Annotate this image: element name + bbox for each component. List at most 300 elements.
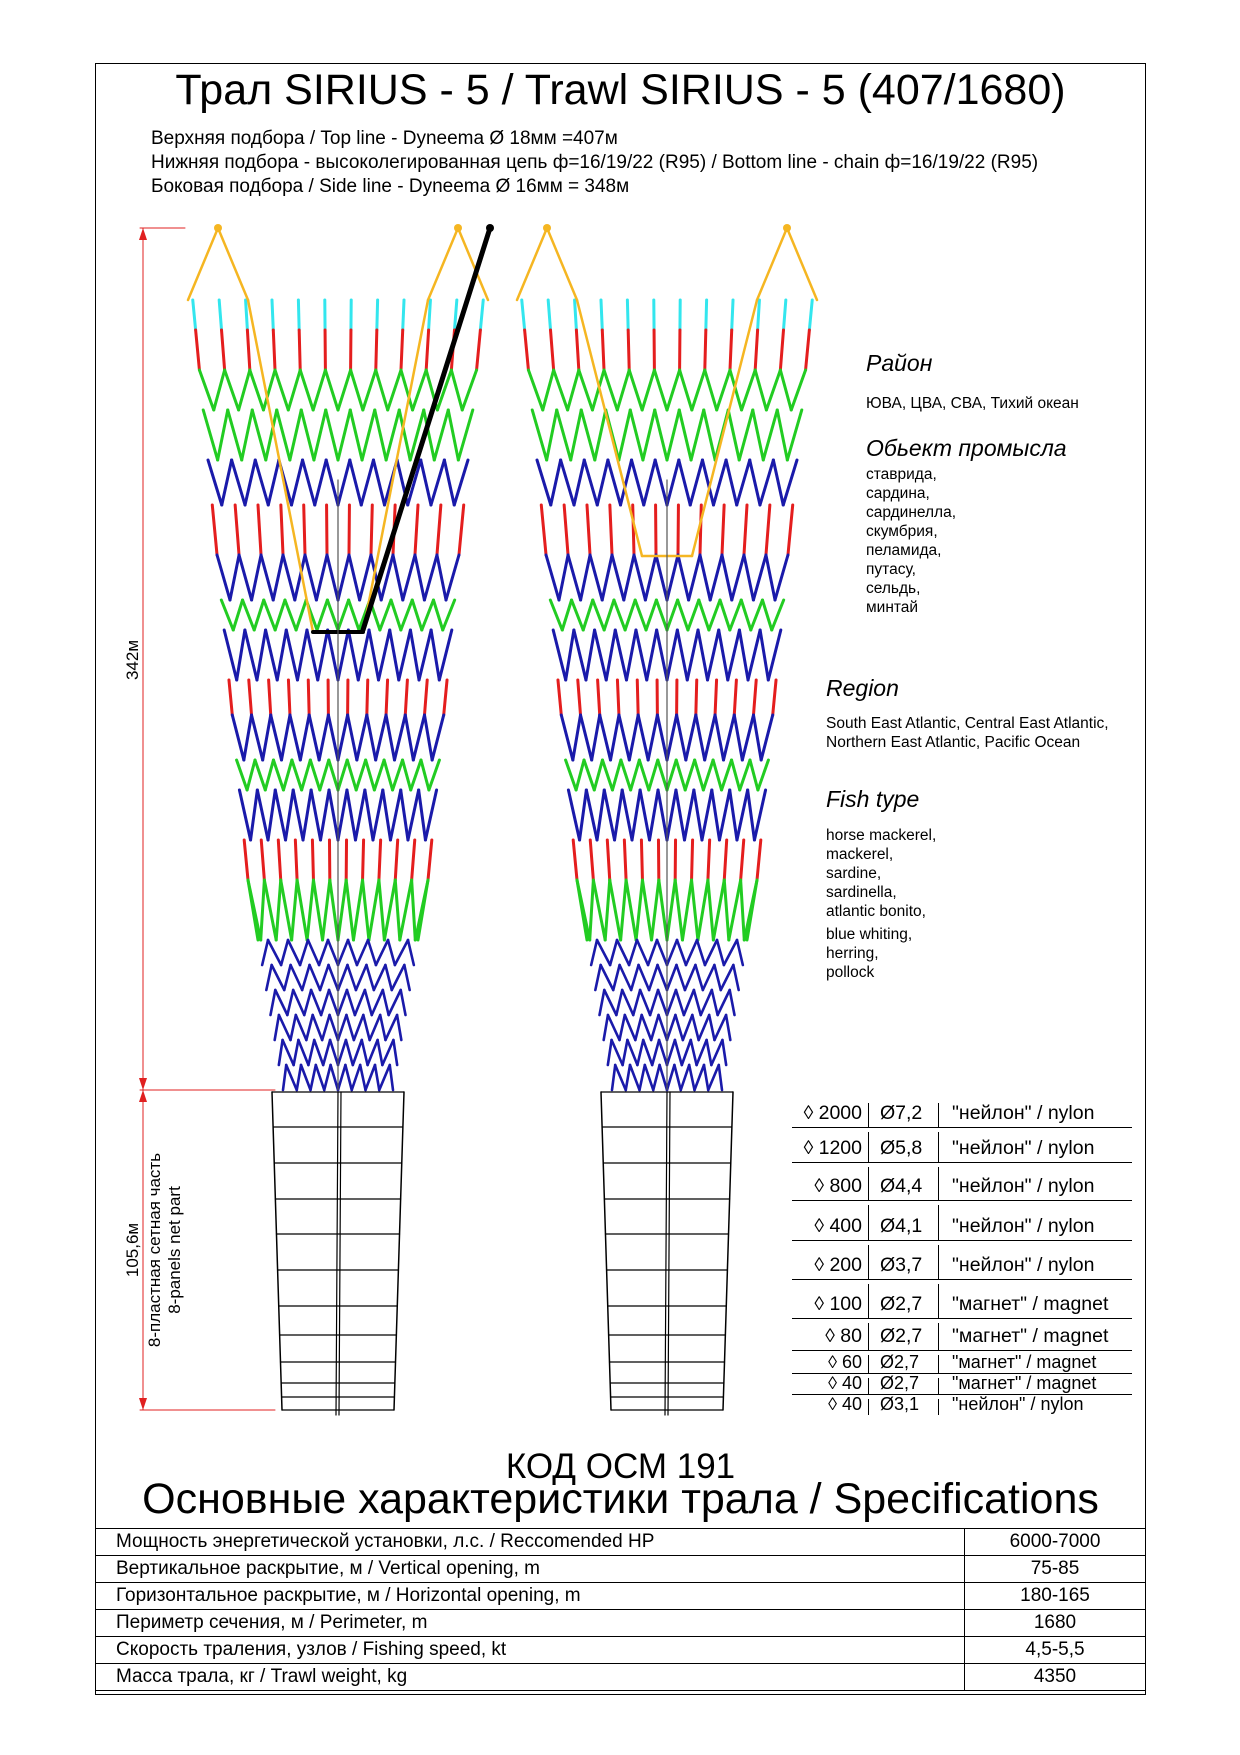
net-mesh-line: [615, 630, 626, 680]
net-mesh-line: [546, 555, 559, 600]
net-mesh-line: [687, 630, 698, 680]
legend-mesh: ◊ 40: [828, 1394, 862, 1414]
net-mesh-line: [380, 600, 391, 630]
net-mesh-line: [412, 600, 422, 630]
net-mesh-line: [590, 880, 594, 940]
net-bar: [587, 505, 590, 555]
net-mesh-line: [252, 410, 266, 460]
net-mesh-line: [748, 790, 755, 840]
net-mesh-line: [232, 715, 244, 760]
net-mesh-line: [292, 760, 302, 790]
net-mesh-line: [748, 630, 760, 680]
net-mesh-line: [593, 600, 604, 630]
net-mesh-line: [775, 555, 788, 600]
net-bar: [278, 840, 280, 880]
net-bar: [617, 680, 619, 715]
net-mesh-line: [302, 965, 309, 990]
net-mesh-line: [595, 410, 606, 460]
net-mesh-line: [397, 1015, 401, 1040]
net-mesh-line: [568, 790, 579, 840]
net-mesh-line: [276, 880, 281, 940]
net-mesh-line: [597, 940, 610, 965]
net-mesh-line: [658, 965, 667, 990]
net-mesh-line: [690, 460, 702, 505]
net-mesh-line: [689, 555, 700, 600]
net-bar: [371, 505, 372, 555]
fish-en-item: sardinella,: [826, 884, 897, 901]
net-mesh-line: [419, 790, 426, 840]
net-mesh-line: [783, 460, 797, 505]
net-mesh-line: [232, 460, 245, 505]
net-mesh-line: [355, 990, 365, 1015]
net-mesh-line: [678, 555, 689, 600]
net-mesh-line: [255, 760, 265, 790]
net-mesh-line: [688, 600, 699, 630]
net-mesh-line: [356, 965, 367, 990]
net-mesh-line: [313, 880, 322, 940]
net-mesh-line: [385, 965, 391, 990]
net-mesh-line: [655, 410, 667, 460]
net-mesh-line: [383, 990, 389, 1015]
net-mesh-line: [309, 715, 319, 760]
net-mesh-line: [283, 555, 295, 600]
net-mesh-line: [331, 1065, 338, 1090]
fish-en-item: herring,: [826, 945, 879, 962]
net-mesh-line: [379, 630, 390, 680]
net-mesh-line: [314, 410, 326, 460]
net-mesh-line: [766, 555, 775, 600]
fish-ru-item: сардинелла,: [866, 504, 957, 521]
spec-value: 6000-7000: [965, 1529, 1146, 1556]
net-mesh-line: [694, 790, 702, 840]
net-mesh-line: [753, 410, 764, 460]
net-mesh-line: [762, 600, 771, 630]
net-mesh-line: [251, 790, 258, 840]
net-mesh-line: [291, 965, 303, 990]
net-mesh-line: [252, 715, 263, 760]
net-mesh-line: [715, 715, 723, 760]
dimension-arrow: [139, 1398, 147, 1410]
net-mesh-line: [390, 630, 399, 680]
net-mesh-line: [297, 1065, 301, 1090]
legend-mesh: ◊ 400: [814, 1215, 862, 1237]
net-mesh-line: [379, 1065, 390, 1090]
net-bar: [522, 300, 525, 330]
net-mesh-line: [695, 965, 702, 990]
side-line: [747, 880, 757, 940]
net-mesh-line: [728, 630, 740, 680]
net-bar: [281, 505, 283, 555]
net-mesh-line: [675, 1040, 682, 1065]
net-mesh-line: [744, 555, 753, 600]
legend-material: "магнет" / magnet: [952, 1293, 1109, 1315]
net-bar: [773, 680, 776, 715]
net-mesh-line: [369, 880, 379, 940]
net-mesh-line: [623, 1040, 628, 1065]
net-mesh-line: [568, 555, 581, 600]
net-mesh-line: [655, 460, 667, 505]
net-mesh-line: [604, 370, 617, 410]
fish-ru-item: минтай: [866, 599, 919, 616]
fish-ru-item: сельдь,: [866, 580, 921, 597]
net-mesh-line: [247, 760, 255, 790]
net-mesh-line: [208, 460, 222, 505]
net-mesh-line: [324, 1065, 330, 1090]
net-mesh-line: [375, 1065, 379, 1090]
legend-mesh: ◊ 40: [828, 1373, 862, 1393]
net-bar: [379, 840, 381, 880]
net-mesh-line: [347, 760, 356, 790]
net-mesh-line: [322, 1015, 329, 1040]
legend-diameter: Ø4,4: [880, 1175, 923, 1197]
net-mesh-line: [319, 940, 328, 965]
net-mesh-line: [586, 630, 595, 680]
legend-diameter: Ø5,8: [880, 1137, 923, 1159]
net-mesh-line: [446, 555, 459, 600]
net-mesh-line: [722, 760, 732, 790]
net-bar: [454, 300, 456, 330]
net-bar: [576, 330, 578, 370]
net-mesh-line: [574, 460, 584, 505]
net-mesh-line: [376, 940, 388, 965]
net-mesh-line: [604, 600, 614, 630]
net-mesh-line: [667, 1065, 674, 1090]
net-mesh-line: [329, 790, 338, 840]
fish-en-heading: Fish type: [826, 786, 920, 812]
net-mesh-line: [432, 715, 444, 760]
net-mesh-line: [659, 1015, 667, 1040]
net-mesh-line: [600, 990, 605, 1015]
net-mesh-line: [328, 630, 338, 680]
net-mesh-line: [451, 370, 462, 410]
net-bar: [395, 840, 397, 880]
net-bar: [272, 300, 273, 330]
net-mesh-line: [621, 880, 626, 940]
fish-en-item: mackerel,: [826, 846, 894, 863]
net-mesh-line: [338, 790, 347, 840]
net-mesh-line: [380, 1015, 385, 1040]
net-mesh-line: [705, 715, 715, 760]
net-mesh-line: [667, 555, 678, 600]
net-mesh-line: [303, 790, 311, 840]
net-mesh-line: [712, 790, 720, 840]
net-bar: [312, 840, 313, 880]
net-mesh-line: [412, 880, 416, 940]
legend-material: "нейлон" / nylon: [952, 1254, 1095, 1276]
fish-en-item: sardine,: [826, 865, 882, 882]
net-mesh-line: [791, 370, 805, 410]
net-mesh-line: [349, 600, 359, 630]
net-bar: [244, 840, 248, 880]
net-bar: [219, 300, 221, 330]
net-mesh-line: [766, 370, 780, 410]
net-mesh-line: [600, 715, 611, 760]
net-mesh-line: [787, 410, 801, 460]
net-mesh-line: [703, 760, 713, 790]
net-mesh-line: [606, 630, 615, 680]
net-mesh-line: [626, 880, 636, 940]
legend-row: [792, 1163, 1132, 1201]
legend-diameter: Ø2,7: [880, 1325, 923, 1347]
net-mesh-line: [348, 630, 358, 680]
net-mesh-line: [557, 410, 571, 460]
net-mesh-line: [346, 1015, 353, 1040]
net-bar: [788, 505, 793, 555]
fish-en-item: blue whiting,: [826, 926, 913, 943]
net-mesh-line: [656, 600, 667, 630]
net-mesh-line: [347, 990, 355, 1015]
net-mesh-line: [433, 600, 442, 630]
net-mesh-line: [437, 555, 446, 600]
net-mesh-line: [338, 410, 350, 460]
fish-ru-item: сардина,: [866, 485, 930, 502]
net-mesh-line: [714, 965, 720, 990]
table-row: [96, 1637, 1146, 1664]
net-mesh-line: [338, 880, 346, 940]
net-mesh-line: [590, 555, 602, 600]
net-mesh-line: [627, 1040, 637, 1065]
trawl-panel: [517, 224, 817, 1090]
net-mesh-line: [330, 880, 338, 940]
net-mesh-line: [629, 940, 637, 965]
fish-en-item: pollock: [826, 964, 875, 981]
net-mesh-line: [413, 715, 424, 760]
net-mesh-line: [293, 990, 304, 1015]
net-mesh-line: [674, 1065, 680, 1090]
net-mesh-line: [612, 555, 624, 600]
net-mesh-line: [699, 1015, 710, 1040]
net-mesh-line: [356, 760, 365, 790]
net-mesh-line: [338, 1040, 346, 1065]
net-bar: [429, 300, 431, 330]
net-mesh-line: [395, 940, 408, 965]
net-mesh-line: [383, 790, 391, 840]
legend-row: [792, 1099, 1132, 1128]
net-mesh-line: [338, 715, 348, 760]
net-bar: [424, 680, 427, 715]
net-mesh-line: [389, 990, 401, 1015]
net-mesh-line: [230, 555, 239, 600]
net-bar: [299, 330, 300, 370]
net-mesh-line: [717, 370, 730, 410]
net-mesh-line: [691, 410, 704, 460]
net-mesh-line: [308, 940, 319, 965]
net-mesh-line: [222, 460, 232, 505]
net-mesh-line: [667, 600, 678, 630]
net-mesh-line: [224, 630, 237, 680]
net-mesh-line: [758, 760, 769, 790]
net-bar: [730, 330, 732, 370]
net-mesh-line: [634, 555, 645, 600]
net-mesh-line: [617, 940, 629, 965]
legend-diameter: Ø2,7: [880, 1373, 920, 1393]
net-mesh-line: [652, 1040, 659, 1065]
net-mesh-line: [292, 460, 303, 505]
net-mesh-line: [726, 1015, 730, 1040]
net-mesh-line: [562, 600, 571, 630]
fish-ru-item: ставрида,: [866, 466, 937, 483]
net-mesh-line: [323, 880, 330, 940]
net-mesh-line: [608, 1015, 620, 1040]
net-mesh-line: [421, 760, 429, 790]
net-bar: [415, 505, 418, 555]
net-bar: [637, 680, 638, 715]
net-mesh-line: [648, 940, 657, 965]
net-mesh-line: [199, 370, 213, 410]
fish-ru-item: скумбрия,: [866, 523, 938, 540]
net-mesh-line: [273, 760, 283, 790]
net-mesh-line: [763, 410, 777, 460]
net-bar: [261, 840, 264, 880]
net-mesh-line: [325, 370, 338, 410]
net-mesh-line: [363, 1015, 369, 1040]
net-mesh-line: [323, 1040, 330, 1065]
net-mesh-line: [724, 880, 729, 940]
net-mesh-line: [308, 1040, 314, 1065]
net-mesh-line: [581, 555, 590, 600]
net-mesh-line: [591, 940, 597, 965]
net-mesh-line: [713, 760, 721, 790]
net-mesh-line: [595, 965, 600, 990]
net-mesh-line: [434, 410, 448, 460]
net-mesh-line: [721, 965, 734, 990]
net-bar: [706, 300, 707, 330]
net-mesh-line: [203, 410, 217, 460]
net-mesh-line: [297, 630, 306, 680]
bridle-line: [428, 228, 458, 300]
net-mesh-line: [255, 460, 268, 505]
net-mesh-line: [780, 370, 791, 410]
net-bar: [590, 840, 593, 880]
net-mesh-line: [682, 1040, 691, 1065]
net-mesh-line: [304, 990, 311, 1015]
net-mesh-line: [384, 760, 392, 790]
net-mesh-line: [233, 600, 242, 630]
net-mesh-line: [300, 715, 309, 760]
net-mesh-line: [311, 790, 320, 840]
lower-part-label-en: 8-panels net part: [165, 1186, 184, 1314]
net-mesh-line: [602, 555, 612, 600]
net-mesh-line: [740, 760, 750, 790]
legend-mesh: ◊ 800: [814, 1175, 862, 1197]
legend-row: [792, 1319, 1132, 1351]
net-mesh-line: [553, 630, 566, 680]
net-mesh-line: [566, 630, 574, 680]
legend-diameter: Ø2,7: [880, 1293, 923, 1315]
region-en-line: South East Atlantic, Central East Atlantic,: [826, 715, 1109, 732]
net-mesh-line: [221, 600, 233, 630]
net-mesh-line: [676, 990, 684, 1015]
net-mesh-line: [292, 880, 297, 940]
net-bar: [601, 300, 602, 330]
net-mesh-line: [338, 600, 349, 630]
net-mesh-line: [730, 990, 735, 1015]
net-mesh-line: [424, 555, 437, 600]
net-mesh-line: [327, 555, 338, 600]
net-mesh-line: [376, 715, 386, 760]
net-bar: [602, 330, 604, 370]
net-mesh-line: [638, 715, 648, 760]
net-mesh-line: [755, 370, 766, 410]
net-bar: [607, 840, 609, 880]
net-mesh-line: [604, 1015, 608, 1040]
net-mesh-line: [301, 1065, 310, 1090]
net-mesh-line: [631, 965, 638, 990]
net-mesh-line: [392, 965, 405, 990]
legend-diameter: Ø2,7: [880, 1352, 920, 1372]
legend-row: [792, 1280, 1132, 1319]
net-mesh-line: [368, 940, 376, 965]
net-mesh-line: [733, 965, 738, 990]
net-mesh-line: [717, 940, 724, 965]
net-mesh-line: [573, 715, 581, 760]
net-mesh-line: [640, 790, 649, 840]
spec-value: 4,5-5,5: [965, 1637, 1146, 1664]
net-mesh-line: [373, 460, 384, 505]
net-mesh-line: [444, 460, 454, 505]
net-mesh-line: [245, 460, 255, 505]
net-mesh-line: [581, 715, 592, 760]
net-mesh-line: [360, 1065, 365, 1090]
net-mesh-line: [254, 600, 264, 630]
net-mesh-line: [597, 790, 604, 840]
net-mesh-line: [777, 410, 787, 460]
net-mesh-line: [328, 940, 338, 965]
net-mesh-line: [369, 630, 378, 680]
net-mesh-line: [386, 715, 394, 760]
net-mesh-line: [561, 715, 573, 760]
net-bar: [246, 300, 248, 330]
net-bar: [193, 300, 196, 330]
net-mesh-line: [422, 600, 434, 630]
net-mesh-line: [365, 990, 372, 1015]
net-mesh-line: [584, 760, 594, 790]
net-mesh-line: [317, 600, 327, 630]
net-mesh-line: [290, 410, 301, 460]
net-mesh-line: [659, 1040, 667, 1065]
net-mesh-line: [629, 715, 638, 760]
net-mesh-line: [365, 790, 373, 840]
net-mesh-line: [405, 715, 413, 760]
net-mesh-line: [698, 880, 708, 940]
net-mesh-line: [594, 760, 602, 790]
net-mesh-line: [357, 940, 368, 965]
net-mesh-line: [431, 460, 444, 505]
legend-row: [792, 1201, 1132, 1241]
net-bar: [809, 300, 812, 330]
net-mesh-line: [699, 600, 709, 630]
net-mesh-line: [300, 940, 308, 965]
side-line-spec: Боковая подбора / Side line - Dyneema Ø 16мм = 348м: [151, 176, 630, 197]
net-mesh-line: [654, 370, 667, 410]
net-mesh-line: [612, 1040, 623, 1065]
net-mesh-line: [709, 1015, 714, 1040]
bridle-line: [188, 228, 218, 300]
bridle-line: [757, 228, 787, 300]
net-mesh-line: [272, 965, 285, 990]
net-mesh-line: [393, 1040, 397, 1065]
legend-diameter: Ø3,7: [880, 1254, 923, 1276]
net-mesh-line: [702, 790, 712, 840]
net-mesh-line: [625, 1015, 636, 1040]
codend-seam: [665, 1092, 667, 1415]
net-mesh-line: [730, 790, 737, 840]
net-mesh-line: [268, 790, 275, 840]
net-mesh-line: [338, 555, 349, 600]
net-mesh-line: [604, 990, 616, 1015]
legend-material: "нейлон" / nylon: [952, 1215, 1095, 1237]
net-mesh-line: [367, 715, 376, 760]
